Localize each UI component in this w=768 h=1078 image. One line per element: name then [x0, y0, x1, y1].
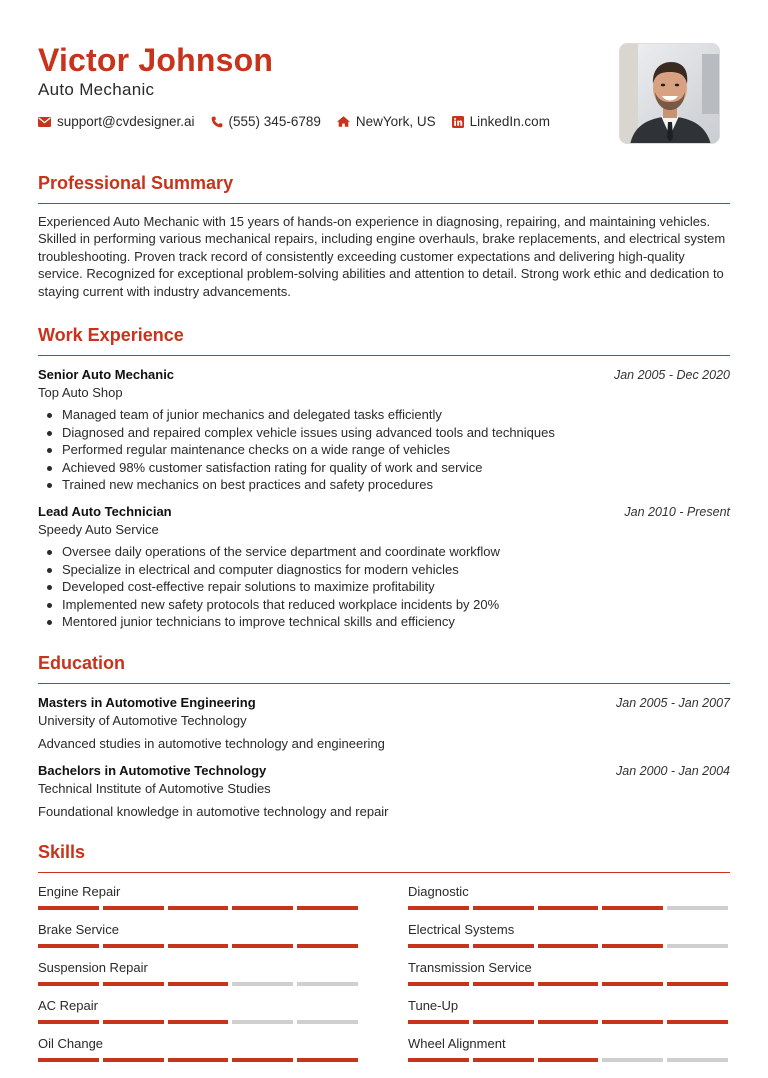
skill-level-bar	[38, 1058, 358, 1062]
skill-level-segment	[38, 906, 99, 910]
location-text: NewYork, US	[355, 114, 436, 129]
section-title-summary: Professional Summary	[38, 173, 234, 193]
summary-text: Experienced Auto Mechanic with 15 years of hands-on experience in diagnosing, repairing, and maintaining vehicles. Skilled in performing various mechanical repairs, including engine overhauls, brake replacements, and electrical system troubleshooting. Proven track record of consistently exceeding customer expectations and delivering high-quality service. Recognized for exceptional problem-solving abilities and attention to detail. Strong work ethic and dedication to staying current with industry advancements.	[38, 214, 726, 299]
linkedin-text: LinkedIn.com	[469, 114, 550, 129]
bullet-item: Implemented new safety protocols that reduced workplace incidents by 20%	[38, 596, 730, 614]
bullet-item: Developed cost-effective repair solutions to maximize profitability	[38, 578, 730, 596]
job-bullets	[38, 406, 730, 494]
skill-level-segment	[168, 906, 229, 910]
education-section	[38, 652, 730, 821]
job-entry	[38, 503, 730, 631]
skill-name: Wheel Alignment	[408, 1036, 506, 1051]
skill-level-segment	[232, 982, 293, 986]
home-icon	[337, 116, 350, 127]
section-divider	[38, 203, 730, 204]
education-dates: Jan 2005 - Jan 2007	[616, 696, 730, 710]
skill-level-segment	[408, 1020, 469, 1024]
skill-item	[408, 883, 730, 910]
skill-level-segment	[297, 1020, 358, 1024]
skill-level-segment	[602, 1020, 663, 1024]
education-description: Advanced studies in automotive technology and engineering	[38, 736, 385, 751]
skill-level-segment	[232, 1020, 293, 1024]
skill-item	[38, 1035, 358, 1062]
skill-level-bar	[38, 982, 358, 986]
skill-level-segment	[473, 982, 534, 986]
skill-level-segment	[602, 906, 663, 910]
skill-level-segment	[168, 944, 229, 948]
skill-level-segment	[168, 1058, 229, 1062]
skill-item	[408, 1035, 730, 1062]
skill-level-segment	[538, 1020, 599, 1024]
skill-level-segment	[297, 1058, 358, 1062]
bullet-item: Performed regular maintenance checks on a wide range of vehicles	[38, 441, 730, 459]
skill-level-segment	[667, 982, 728, 986]
skill-level-segment	[473, 944, 534, 948]
skill-level-segment	[538, 906, 599, 910]
bullet-item: Specialize in electrical and computer diagnostics for modern vehicles	[38, 561, 730, 579]
email-text: support@cvdesigner.ai	[57, 114, 195, 129]
profile-photo	[619, 43, 720, 144]
envelope-icon	[38, 117, 51, 127]
skill-level-bar	[38, 944, 358, 948]
skill-level-segment	[473, 906, 534, 910]
job-bullets	[38, 543, 730, 631]
candidate-title: Auto Mechanic	[38, 80, 155, 99]
skill-level-bar	[408, 1058, 730, 1062]
contact-row	[38, 114, 598, 129]
phone-icon	[211, 116, 223, 128]
skill-level-segment	[408, 944, 469, 948]
section-title-experience: Work Experience	[38, 325, 184, 345]
skill-level-segment	[538, 982, 599, 986]
education-entry	[38, 762, 730, 821]
skill-level-segment	[168, 982, 229, 986]
skill-name: Oil Change	[38, 1036, 104, 1051]
skill-level-segment	[38, 944, 99, 948]
skill-level-segment	[103, 1058, 164, 1062]
skill-level-segment	[38, 1058, 99, 1062]
linkedin-icon	[452, 116, 464, 128]
skill-item	[38, 997, 358, 1024]
contact-location	[337, 114, 436, 129]
skill-name: Engine Repair	[38, 884, 121, 899]
skill-item	[408, 997, 730, 1024]
section-divider	[38, 683, 730, 684]
skill-level-segment	[408, 982, 469, 986]
skill-level-bar	[408, 982, 730, 986]
skill-level-segment	[103, 982, 164, 986]
skill-item	[408, 921, 730, 948]
degree-title: Masters in Automotive Engineering	[38, 695, 256, 710]
skill-level-segment	[38, 982, 99, 986]
skill-level-bar	[408, 1020, 730, 1024]
bullet-item: Diagnosed and repaired complex vehicle issues using advanced tools and techniques	[38, 424, 730, 442]
job-entry	[38, 366, 730, 494]
skill-item	[38, 959, 358, 986]
skill-level-segment	[473, 1058, 534, 1062]
skill-item	[408, 959, 730, 986]
job-company: Top Auto Shop	[38, 385, 123, 400]
skill-level-segment	[103, 944, 164, 948]
skill-name: Diagnostic	[408, 884, 469, 899]
contact-linkedin[interactable]	[452, 114, 550, 129]
skill-level-segment	[232, 944, 293, 948]
skill-item	[38, 921, 358, 948]
bullet-item: Mentored junior technicians to improve technical skills and efficiency	[38, 613, 730, 631]
bullet-item: Trained new mechanics on best practices and safety procedures	[38, 476, 730, 494]
skill-name: AC Repair	[38, 998, 98, 1013]
job-dates: Jan 2005 - Dec 2020	[613, 368, 730, 382]
skill-name: Transmission Service	[408, 960, 532, 975]
skill-level-bar	[38, 906, 358, 910]
skill-level-segment	[103, 906, 164, 910]
experience-section	[38, 324, 730, 631]
skill-item	[38, 883, 358, 910]
skill-level-segment	[232, 906, 293, 910]
skill-level-segment	[538, 1058, 599, 1062]
degree-title: Bachelors in Automotive Technology	[38, 763, 267, 778]
skill-level-segment	[602, 982, 663, 986]
skills-grid	[38, 883, 730, 1062]
job-title: Senior Auto Mechanic	[38, 367, 175, 382]
skill-name: Suspension Repair	[38, 960, 148, 975]
skill-name: Electrical Systems	[408, 922, 515, 937]
skill-level-segment	[602, 944, 663, 948]
job-company: Speedy Auto Service	[38, 521, 159, 537]
resume-header	[38, 40, 598, 129]
section-title-education: Education	[38, 653, 126, 673]
skill-level-segment	[667, 944, 728, 948]
skill-level-segment	[297, 906, 358, 910]
education-entry	[38, 694, 730, 753]
bullet-item: Managed team of junior mechanics and delegated tasks efficiently	[38, 406, 730, 424]
skill-name: Brake Service	[38, 922, 119, 937]
contact-phone[interactable]	[211, 114, 321, 129]
skill-level-segment	[297, 982, 358, 986]
job-dates: Jan 2010 - Present	[624, 504, 730, 519]
contact-email[interactable]	[38, 114, 195, 129]
skill-level-segment	[103, 1020, 164, 1024]
skill-name: Tune-Up	[408, 998, 459, 1013]
skill-level-segment	[297, 944, 358, 948]
skill-level-segment	[667, 1020, 728, 1024]
school-name: Technical Institute of Automotive Studies	[38, 781, 271, 796]
job-title: Lead Auto Technician	[38, 503, 172, 519]
section-divider	[38, 872, 730, 873]
skill-level-segment	[538, 944, 599, 948]
section-title-skills: Skills	[38, 842, 86, 862]
bullet-item: Achieved 98% customer satisfaction rating for quality of work and service	[38, 459, 730, 477]
skill-level-segment	[602, 1058, 663, 1062]
skill-level-segment	[38, 1020, 99, 1024]
skill-level-bar	[408, 944, 730, 948]
candidate-name: Victor Johnson	[38, 42, 274, 78]
phone-text: (555) 345-6789	[228, 114, 321, 129]
skill-level-bar	[408, 906, 730, 910]
skills-section	[38, 841, 730, 1062]
school-name: University of Automotive Technology	[38, 713, 247, 728]
skill-level-segment	[232, 1058, 293, 1062]
bullet-item: Oversee daily operations of the service department and coordinate workflow	[38, 543, 730, 561]
summary-section	[38, 172, 730, 300]
skill-level-segment	[473, 1020, 534, 1024]
skill-level-segment	[667, 1058, 728, 1062]
skill-level-segment	[408, 906, 469, 910]
skill-level-segment	[168, 1020, 229, 1024]
skill-level-bar	[38, 1020, 358, 1024]
education-description: Foundational knowledge in automotive technology and repair	[38, 804, 389, 819]
section-divider	[38, 355, 730, 356]
skill-level-segment	[667, 906, 728, 910]
skill-level-segment	[408, 1058, 469, 1062]
education-dates: Jan 2000 - Jan 2004	[616, 764, 730, 778]
